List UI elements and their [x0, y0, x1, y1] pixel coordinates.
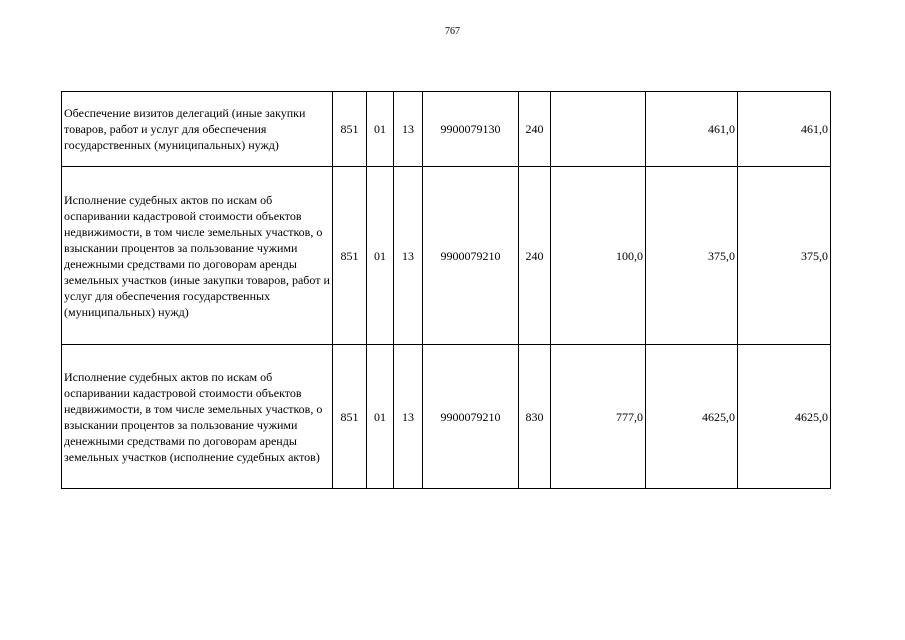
expense-type-code: 240 — [519, 92, 551, 167]
row-description: Исполнение судебных актов по искам об оспаривании кадастровой стоимости объектов недвижимости, в том числе земельных участков, о взыскании процентов за пользование чужими денежными средствами по договорам аренды земельных участков (иные закупки товаров, работ и услуг для обеспечения государственных (муниципальных) нужд) — [62, 167, 333, 345]
page-number: 767 — [445, 26, 460, 37]
target-article-code: 9900079210 — [423, 167, 519, 345]
section-code: 01 — [367, 345, 394, 489]
amount-col8: 375,0 — [646, 167, 738, 345]
amount-col9: 461,0 — [738, 92, 831, 167]
amount-col7 — [551, 92, 646, 167]
target-article-code: 9900079210 — [423, 345, 519, 489]
row-description: Обеспечение визитов делегаций (иные закупки товаров, работ и услуг для обеспечения государственных (муниципальных) нужд) — [62, 92, 333, 167]
amount-col8: 4625,0 — [646, 345, 738, 489]
amount-col9: 4625,0 — [738, 345, 831, 489]
section-code: 01 — [367, 167, 394, 345]
row-description: Исполнение судебных актов по искам об оспаривании кадастровой стоимости объектов недвижимости, в том числе земельных участков, о взыскании процентов за пользование чужими денежными средствами по договорам аренды земельных участков (исполнение судебных актов) — [62, 345, 333, 489]
section-code: 01 — [367, 92, 394, 167]
ved-code: 851 — [333, 92, 367, 167]
budget-table — [61, 91, 831, 489]
expense-type-code: 240 — [519, 167, 551, 345]
ved-code: 851 — [333, 167, 367, 345]
subsection-code: 13 — [394, 92, 423, 167]
table-row — [62, 92, 831, 167]
amount-col7: 100,0 — [551, 167, 646, 345]
amount-col7: 777,0 — [551, 345, 646, 489]
expense-type-code: 830 — [519, 345, 551, 489]
amount-col9: 375,0 — [738, 167, 831, 345]
table-row — [62, 167, 831, 345]
table-row — [62, 345, 831, 489]
subsection-code: 13 — [394, 167, 423, 345]
amount-col8: 461,0 — [646, 92, 738, 167]
subsection-code: 13 — [394, 345, 423, 489]
target-article-code: 9900079130 — [423, 92, 519, 167]
ved-code: 851 — [333, 345, 367, 489]
